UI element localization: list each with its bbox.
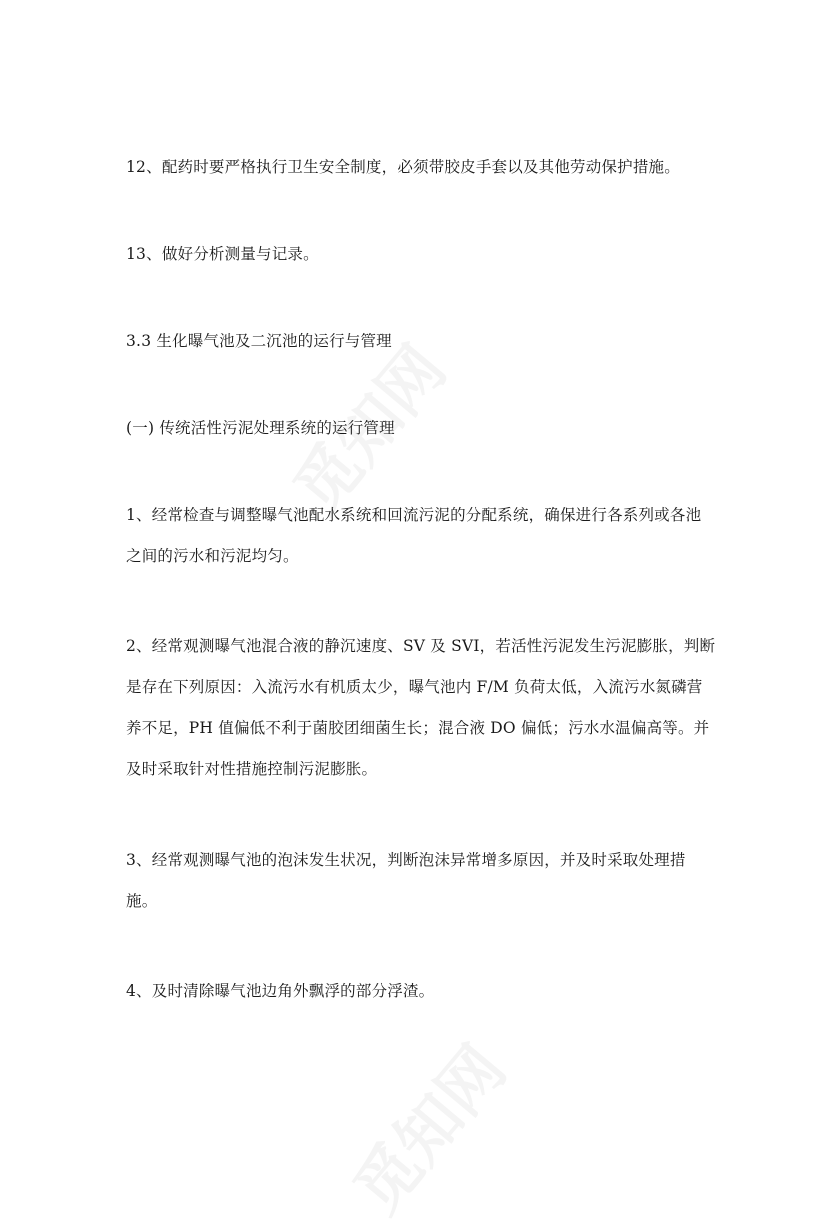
watermark bbox=[329, 1023, 523, 1229]
section-heading-3-3: 3.3 生化曝气池及二沉池的运行与管理 bbox=[126, 332, 392, 350]
paragraph-item-13: 13、做好分析测量与记录。 bbox=[126, 245, 319, 263]
paragraph-item-4: 4、及时清除曝气池边角外飘浮的部分浮渣。 bbox=[126, 982, 435, 1000]
paragraph-item-2: 2、经常观测曝气池混合液的静沉速度、SV 及 SVI，若活性污泥发生污泥膨胀，判断是存在下列原因：入流污水有机质太少，曝气池内 F/M 负荷太低，入流污水氮磷营养不足，PH 值偏低不利于菌胶团细菌生长；混合液 DO 偏低；污水水温偏高等。并及时采取针对性措施控制污泥膨胀。 bbox=[126, 637, 716, 778]
paragraph-item-3: 3、经常观测曝气池的泡沫发生状况，判断泡沫异常增多原因，并及时采取处理措施。 bbox=[126, 851, 686, 910]
paragraph-item-1: 1、经常检查与调整曝气池配水系统和回流污泥的分配系统，确保进行各系列或各池之间的污水和污泥均匀。 bbox=[126, 506, 702, 565]
subsection-heading-1: (一) 传统活性污泥处理系统的运行管理 bbox=[126, 419, 395, 437]
paragraph-item-12: 12、配药时要严格执行卫生安全制度，必须带胶皮手套以及其他劳动保护措施。 bbox=[126, 158, 680, 176]
